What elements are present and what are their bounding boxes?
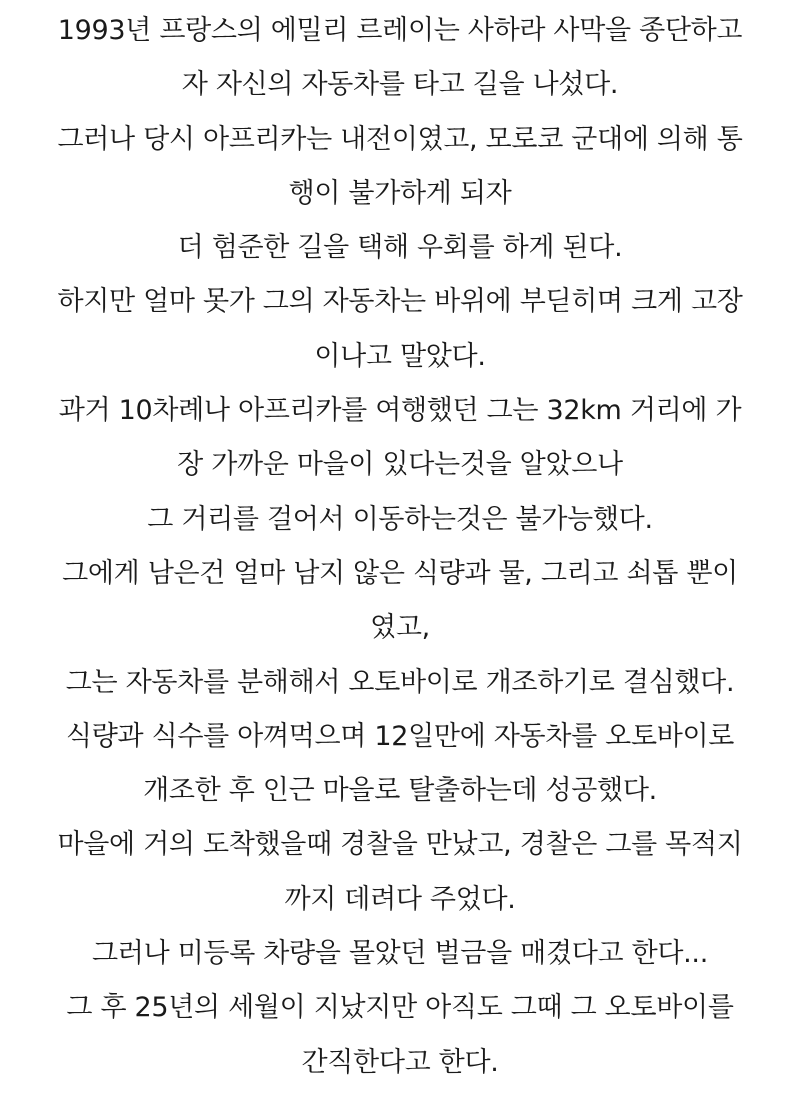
text-line: 였고, <box>370 612 430 644</box>
text-line: 자 자신의 자동차를 타고 길을 나섰다. <box>181 69 619 101</box>
text-line: 간직한다고 한다. <box>301 1046 499 1078</box>
text-line: 과거 10차례나 아프리카를 여행했던 그는 32km 거리에 가 <box>58 395 742 427</box>
text-line: 개조한 후 인근 마을로 탈출하는데 성공했다. <box>143 775 657 807</box>
text-line: 하지만 얼마 못가 그의 자동차는 바위에 부딛히며 크게 고장 <box>57 286 743 318</box>
text-line: 더 험준한 길을 택해 우회를 하게 된다. <box>177 232 623 264</box>
text-line: 행이 불가하게 되자 <box>288 177 512 209</box>
text-line: 장 가까운 마을이 있다는것을 알았으나 <box>177 449 623 481</box>
text-line: 식량과 식수를 아껴먹으며 12일만에 자동차를 오토바이로 <box>65 720 735 752</box>
text-line: 그는 자동차를 분해해서 오토바이로 개조하기로 결심했다. <box>65 666 735 698</box>
text-line: 그러나 미등록 차량을 몰았던 벌금을 매겼다고 한다... <box>92 938 708 970</box>
text-line: 까지 데려다 주었다. <box>284 883 516 915</box>
text-line: 1993년 프랑스의 에밀리 르레이는 사하라 사막을 종단하고 <box>57 15 743 46</box>
text-line: 그 후 25년의 세월이 지났지만 아직도 그때 그 오토바이를 <box>66 992 734 1024</box>
text-line: 이나고 말았다. <box>314 340 486 372</box>
text-line: 그러나 당시 아프리카는 내전이였고, 모로코 군대에 의해 통 <box>57 123 743 155</box>
story-text <box>0 4 800 1090</box>
text-line: 그 거리를 걸어서 이동하는것은 불가능했다. <box>147 503 653 535</box>
text-line: 그에게 남은건 얼마 남지 않은 식량과 물, 그리고 쇠톱 뿐이 <box>62 557 738 589</box>
text-line: 마을에 거의 도착했을때 경찰을 만났고, 경찰은 그를 목적지 <box>57 829 743 861</box>
